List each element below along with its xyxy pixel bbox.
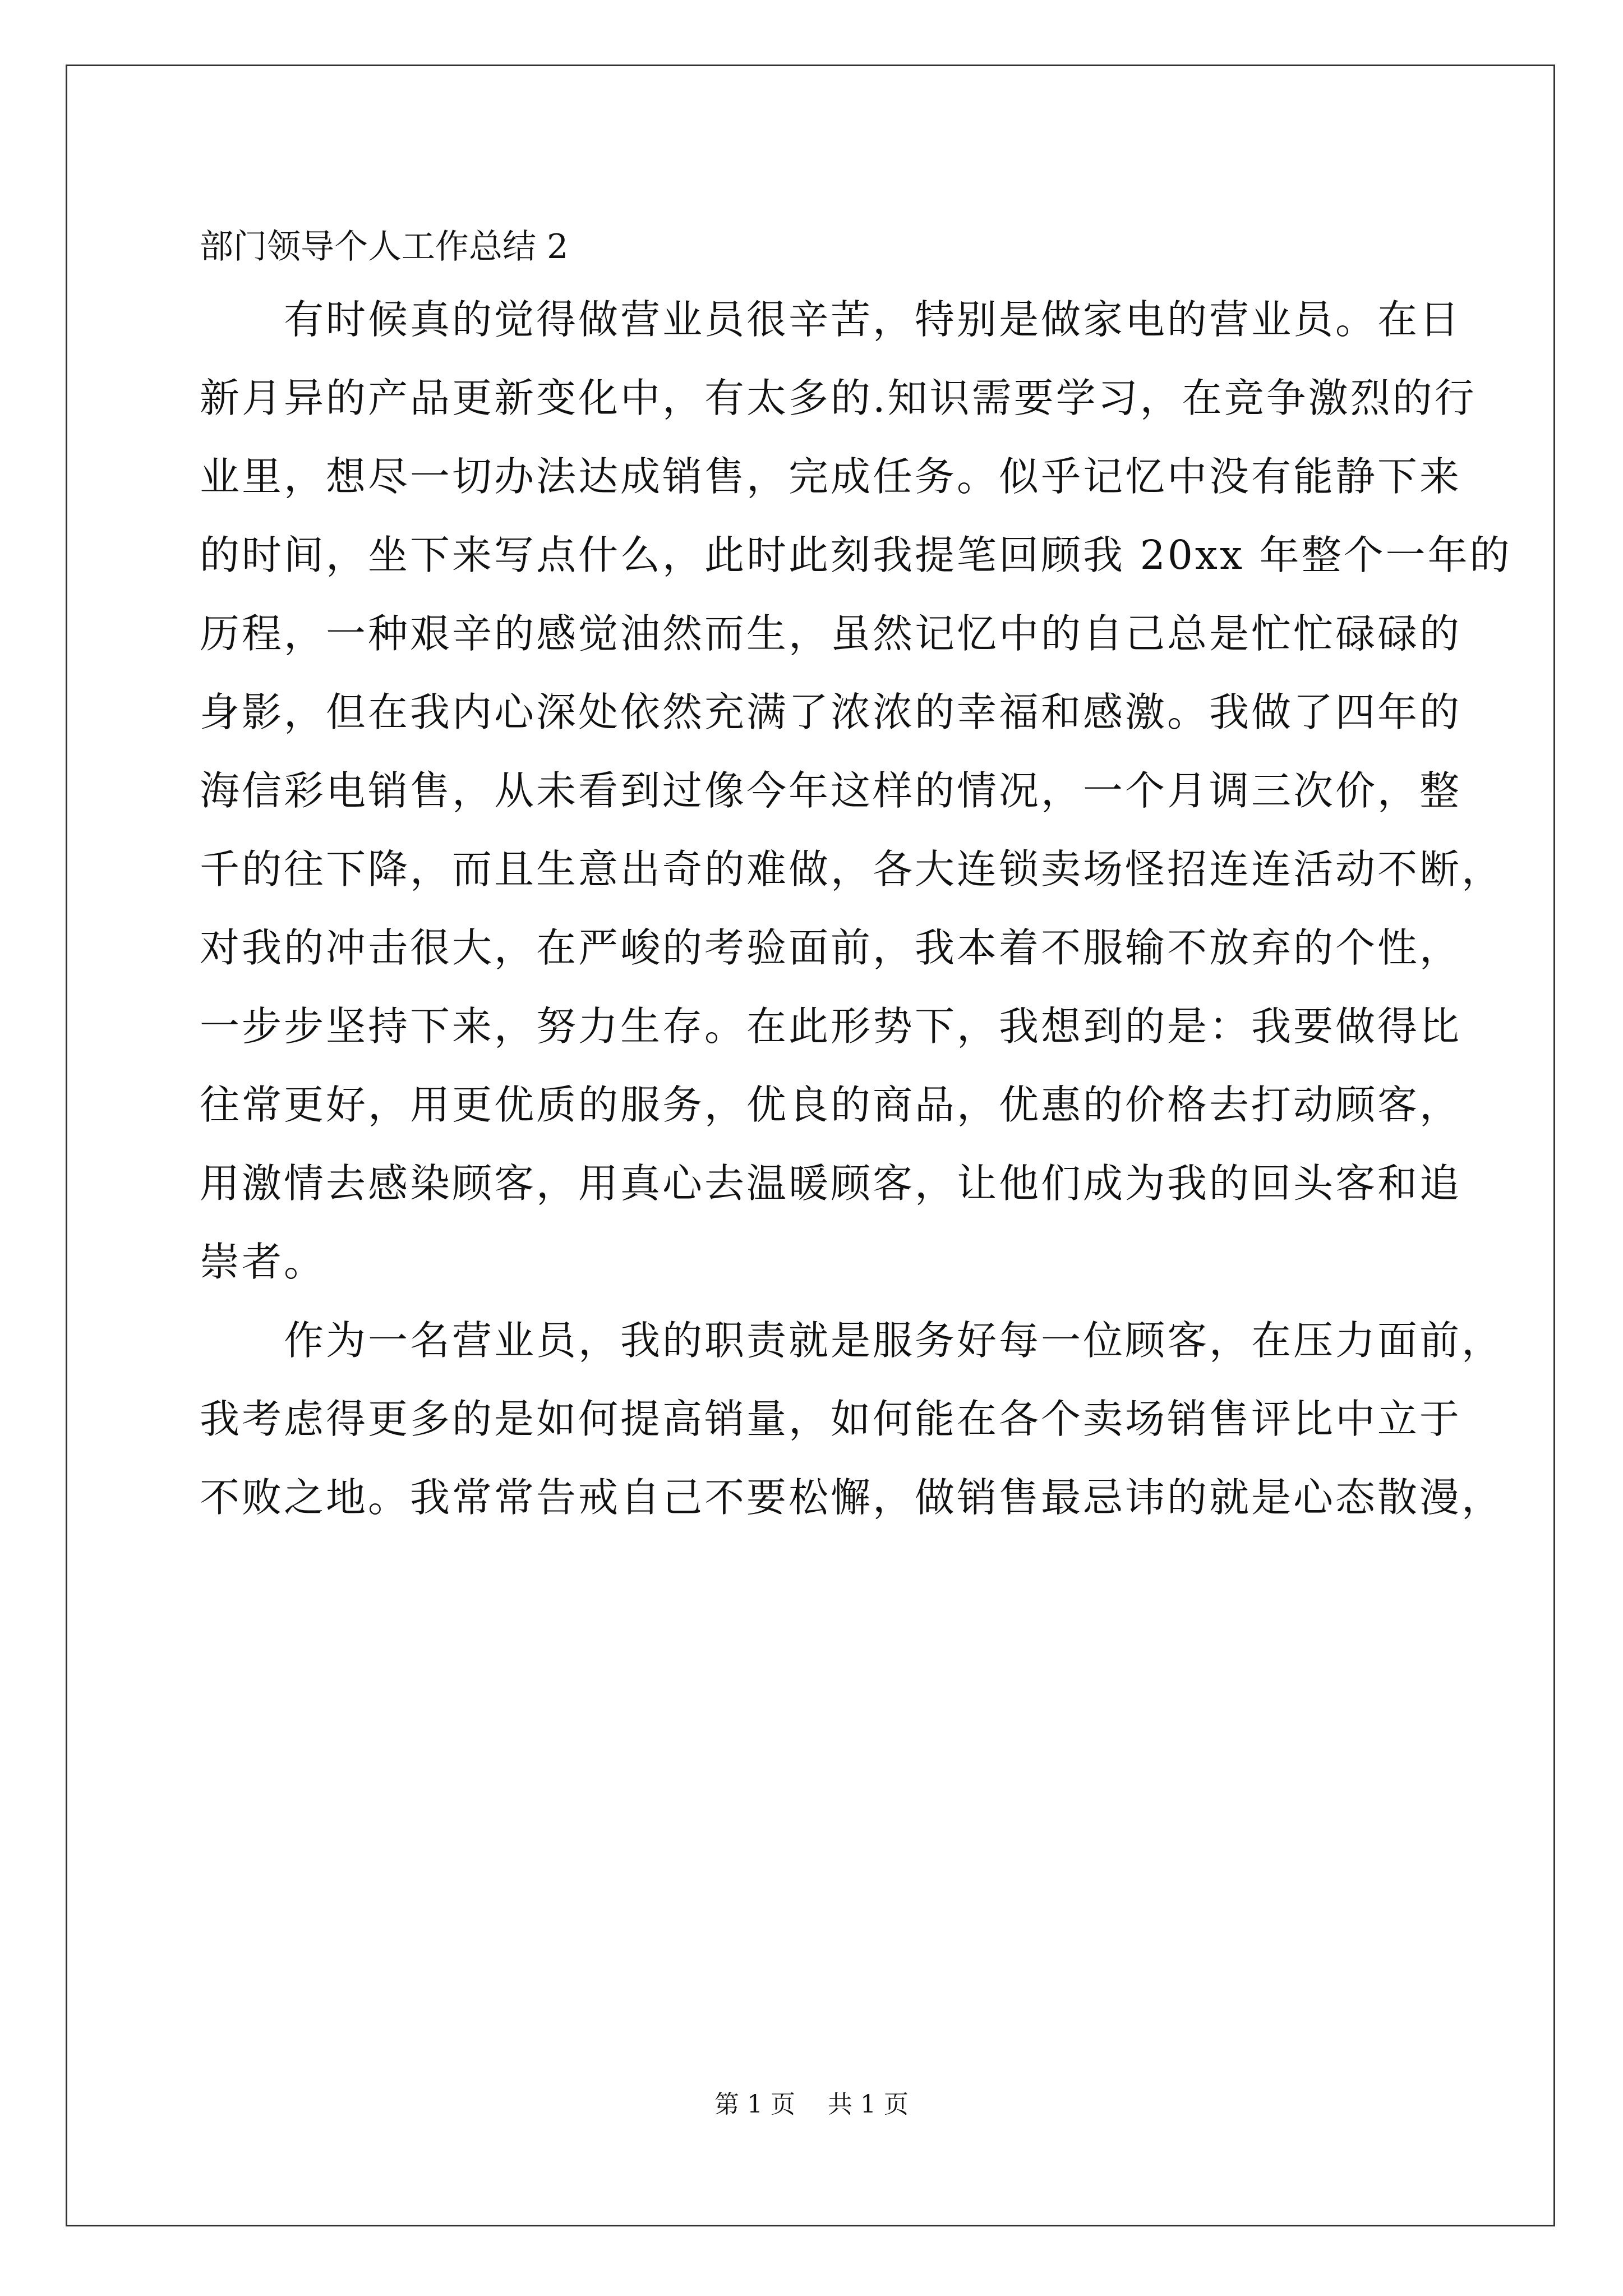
document-title: 部门领导个人工作总结 2 (200, 227, 569, 266)
paragraph-line: 作为一名营业员，我的职责就是服务好每一位顾客，在压力面前， (200, 1317, 1504, 1364)
paragraph-line: 崇者。 (200, 1239, 326, 1285)
paragraph-line: 不败之地。我常常告戒自己不要松懈，做销售最忌讳的就是心态散漫， (200, 1474, 1504, 1521)
page-number-footer: 第 1 页 共 1 页 (714, 2090, 909, 2119)
paragraph-line: 的时间，坐下来写点什么，此时此刻我提笔回顾我 20xx 年整个一年的 (200, 532, 1512, 578)
paragraph-line: 业里，想尽一切办法达成销售，完成任务。似乎记忆中没有能静下来 (200, 453, 1462, 500)
paragraph-line: 新月异的产品更新变化中，有太多的.知识需要学习，在竞争激烈的行 (200, 375, 1477, 421)
paragraph-line: 千的往下降，而且生意出奇的难做，各大连锁卖场怪招连连活动不断， (200, 846, 1504, 892)
paragraph-line: 对我的冲击很大，在严峻的考验面前，我本着不服输不放弃的个性， (200, 924, 1462, 971)
paragraph-line: 有时候真的觉得做营业员很辛苦，特别是做家电的营业员。在日 (200, 296, 1462, 343)
paragraph-line: 身影，但在我内心深处依然充满了浓浓的幸福和感激。我做了四年的 (200, 689, 1462, 735)
paragraph-line: 历程，一种艰辛的感觉油然而生，虽然记忆中的自己总是忙忙碌碌的 (200, 610, 1462, 657)
paragraph-line: 我考虑得更多的是如何提高销量，如何能在各个卖场销售评比中立于 (200, 1396, 1462, 1442)
paragraph-line: 一步步坚持下来，努力生存。在此形势下，我想到的是：我要做得比 (200, 1003, 1462, 1050)
paragraph-line: 用激情去感染顾客，用真心去温暖顾客，让他们成为我的回头客和追 (200, 1160, 1462, 1207)
paragraph-line: 海信彩电销售，从未看到过像今年这样的情况，一个月调三次价，整 (200, 767, 1462, 814)
paragraph-line: 往常更好，用更优质的服务，优良的商品，优惠的价格去打动顾客， (200, 1082, 1462, 1128)
